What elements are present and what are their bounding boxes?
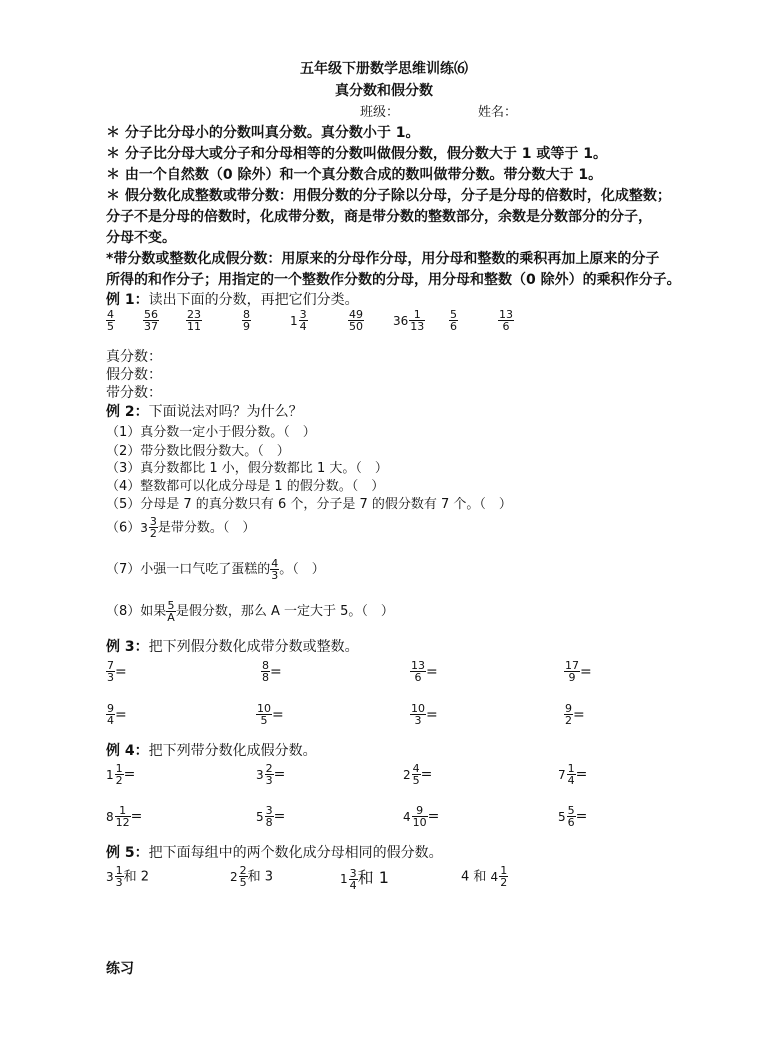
ex1-fraction: $\frac{23}{11}$ (187, 308, 201, 333)
ex2-statement-3: （3）真分数都比 1 小，假分数都比 1 大。（ ） (106, 461, 388, 476)
ex1-fraction: $\frac{4}{5}$ (107, 308, 114, 333)
example-2-heading: 例 2：下面说法对吗？为什么？ (106, 404, 303, 420)
rule-improper-to-mixed: ＊ 假分数化成整数或带分数：用假分数的分子除以分母，分子是分母的倍数时，化成整数； (106, 188, 671, 204)
worksheet-title: 五年级下册数学思维训练⑹ (300, 61, 468, 77)
category-mixed: 带分数： (106, 385, 162, 401)
rule-improper-to-mixed-end: 分母不变。 (106, 230, 176, 246)
ex1-fraction: $\frac{56}{37}$ (144, 308, 158, 333)
ex2-statement-6: （6） 3 $\frac{3}{2}$ 是带分数。（ ） (106, 515, 256, 540)
ex2-statement-1: （1）真分数一定小于假分数。（ ） (106, 425, 316, 440)
example-5-heading: 例 5：把下面每组中的两个数化成分母相同的假分数。 (106, 845, 443, 861)
worksheet-subtitle: 真分数和假分数 (335, 83, 433, 99)
ex3-fraction-item: $\frac{13}{6}$ = (411, 659, 438, 684)
ex5-group-4: 4 和 4 $\frac{1}{2}$ (461, 864, 508, 889)
ex3-fraction-item: $\frac{8}{8}$ = (262, 659, 282, 684)
ex1-fraction: $\frac{49}{50}$ (349, 308, 363, 333)
ex5-group-3: 1 $\frac{3}{4}$ 和 1 (340, 866, 389, 892)
category-proper: 真分数： (106, 349, 162, 365)
ex4-mixed-item: 2 $\frac{4}{5}$ = (403, 762, 433, 787)
ex1-fraction: $\frac{13}{6}$ (499, 308, 513, 333)
ex4-mixed-item: 7 $\frac{1}{4}$ = (558, 762, 588, 787)
rule-improper-to-mixed-cont: 分子不是分母的倍数时，化成带分数，商是带分数的整数部分，余数是分数部分的分子， (106, 209, 652, 225)
rule-improper-fraction: ＊ 分子比分母大或分子和分母相等的分数叫做假分数，假分数大于 1 或等于 1。 (106, 146, 607, 162)
ex4-mixed-item: 8 $\frac{1}{12}$ = (106, 804, 143, 829)
rule-mixed-to-improper: *带分数或整数化成假分数：用原来的分母作分母，用分母和整数的乘积再加上原来的分子 (106, 251, 660, 267)
ex2-statement-4: （4）整数都可以化成分母是 1 的假分数。（ ） (106, 479, 385, 494)
ex4-mixed-item: 5 $\frac{5}{6}$ = (558, 804, 588, 829)
rule-mixed-number: ＊ 由一个自然数（0 除外）和一个真分数合成的数叫做带分数。带分数大于 1。 (106, 167, 603, 183)
category-improper: 假分数： (106, 367, 162, 383)
rule-mixed-to-improper-cont: 所得的和作分子；用指定的一个整数作分数的分母，用分母和整数（0 除外）的乘积作分子。 (106, 272, 681, 288)
ex4-mixed-item: 4 $\frac{9}{10}$ = (403, 804, 440, 829)
ex2-statement-5: （5）分母是 7 的真分数只有 6 个，分子是 7 的假分数有 7 个。（ ） (106, 497, 512, 512)
ex1-mixed-fraction: 36 $\frac{1}{13}$ (393, 308, 425, 333)
ex3-fraction-item: $\frac{17}{9}$ = (565, 659, 592, 684)
ex3-fraction-item: $\frac{9}{2}$ = (565, 702, 585, 727)
ex2-statement-2: （2）带分数比假分数大。（ ） (106, 444, 290, 459)
ex4-mixed-item: 1 $\frac{1}{2}$ = (106, 762, 136, 787)
example-1-heading: 例 1：读出下面的分数，再把它们分类。 (106, 292, 359, 308)
class-label: 班级： (360, 105, 400, 120)
ex5-group-2: 2 $\frac{2}{5}$ 和 3 (230, 864, 274, 889)
example-3-heading: 例 3：把下列假分数化成带分数或整数。 (106, 639, 359, 655)
ex2-statement-8: （8）如果 $\frac{5}{A}$ 是假分数，那么 A 一定大于 5。（ ） (106, 599, 394, 624)
practice-heading: 练习 (106, 961, 134, 977)
ex1-fraction: $\frac{5}{6}$ (450, 308, 457, 333)
ex3-fraction-item: $\frac{10}{5}$ = (257, 702, 284, 727)
ex2-statement-7: （7）小强一口气吃了蛋糕的 $\frac{4}{3}$ 。（ ） (106, 557, 325, 582)
ex4-mixed-item: 5 $\frac{3}{8}$ = (256, 804, 286, 829)
ex1-mixed-fraction: 1 $\frac{3}{4}$ (290, 308, 307, 333)
ex3-fraction-item: $\frac{7}{3}$ = (107, 659, 127, 684)
ex3-fraction-item: $\frac{9}{4}$ = (107, 702, 127, 727)
ex4-mixed-item: 3 $\frac{2}{3}$ = (256, 762, 286, 787)
ex1-fraction: $\frac{8}{9}$ (243, 308, 250, 333)
example-4-heading: 例 4：把下列带分数化成假分数。 (106, 743, 317, 759)
ex3-fraction-item: $\frac{10}{3}$ = (411, 702, 438, 727)
rule-proper-fraction: ＊ 分子比分母小的分数叫真分数。真分数小于 1。 (106, 125, 420, 141)
ex5-group-1: 3 $\frac{1}{3}$ 和 2 (106, 864, 150, 889)
name-label: 姓名： (478, 105, 518, 120)
